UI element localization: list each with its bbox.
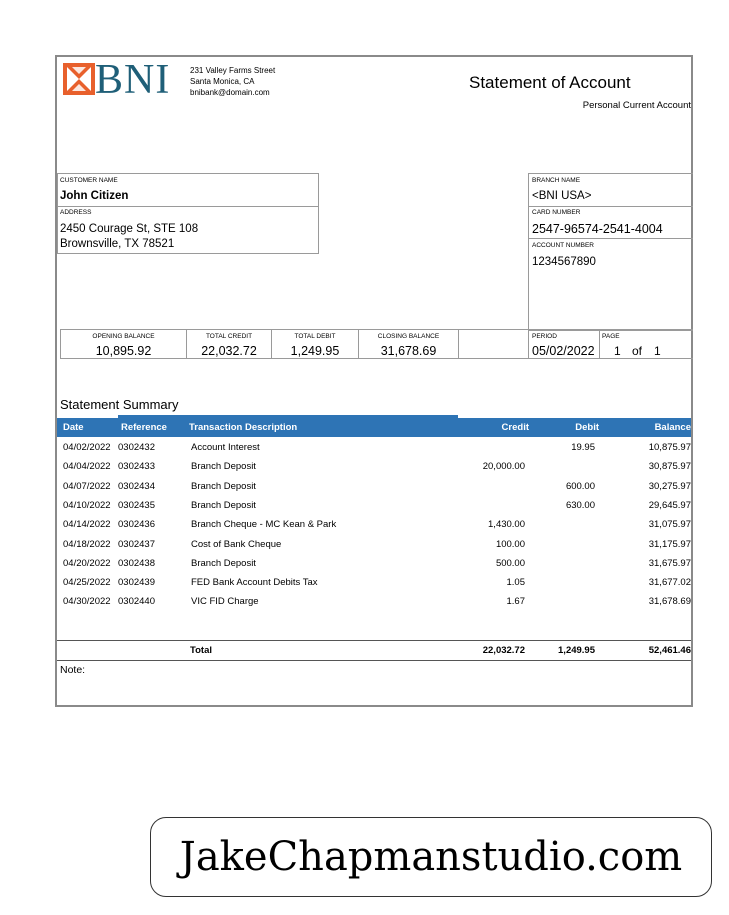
total-bottom-rule [57,660,691,661]
total-credit-box [186,329,272,359]
row-credit: 100.00 [495,538,525,550]
page-label: PAGE [602,333,620,340]
row-date: 04/18/2022 [63,538,111,550]
opening-balance-box [60,329,187,359]
page-number: 1 [614,344,621,358]
statement-frame [55,55,693,707]
row-credit: 1,430.00 [488,519,525,531]
row-date: 04/07/2022 [63,480,111,492]
bank-address-line2: Santa Monica, CA [190,77,255,86]
total-balance-sum: 52,461.46 [648,645,691,656]
row-date: 04/10/2022 [63,499,111,511]
row-reference: 0302439 [118,577,155,589]
row-balance: 31,678.69 [648,596,691,608]
table-row [57,575,691,594]
page-box [599,329,693,359]
branch-box [528,173,693,207]
row-description: Branch Deposit [191,480,256,492]
header-date: Date [63,422,84,433]
row-date: 04/02/2022 [63,442,111,453]
header-debit: Debit [575,422,599,433]
blank-total-box [458,329,529,359]
table-row [57,537,691,556]
row-description: Account Interest [191,442,260,453]
statement-subtitle: Personal Current Account [582,100,691,111]
table-row [57,459,691,478]
row-reference: 0302433 [118,461,155,473]
card-label: CARD NUMBER [532,209,581,216]
header-credit: Credit [501,422,529,433]
row-description: Branch Deposit [191,461,256,473]
row-date: 04/30/2022 [63,596,111,608]
row-balance: 30,275.97 [648,480,691,492]
summary-title: Statement Summary [60,397,179,412]
row-reference: 0302436 [118,519,155,531]
closing-balance-label: CLOSING BALANCE [377,333,440,340]
table-row [57,517,691,536]
customer-address-label: ADDRESS [60,209,92,216]
account-number: 1234567890 [532,256,596,268]
page-total: 1 [654,344,661,358]
row-description: Branch Deposit [191,557,256,569]
total-label: Total [190,645,212,656]
total-debit-label: TOTAL DEBIT [294,333,336,340]
watermark: JakeChapmanstudio.com [150,817,712,897]
row-balance: 31,175.97 [648,538,691,550]
customer-address-line2: Brownsville, TX 78521 [60,238,175,250]
bni-logo-icon [63,63,95,95]
row-reference: 0302434 [118,480,155,492]
branch-label: BRANCH NAME [532,177,581,184]
closing-balance: 31,678.69 [380,344,437,358]
row-credit: 1.05 [506,577,525,589]
bank-email: bnibank@domain.com [190,88,270,97]
row-reference: 0302437 [118,538,155,550]
row-balance: 31,675.97 [648,557,691,569]
customer-name: John Citizen [60,190,129,202]
bank-address [190,65,275,98]
closing-balance-box [358,329,459,359]
row-balance: 29,645.97 [648,499,691,511]
row-debit: 630.00 [565,499,595,511]
total-credit: 22,032.72 [201,344,257,358]
header-description: Transaction Description [189,422,298,433]
header-reference: Reference [121,422,167,433]
row-reference: 0302440 [118,596,155,608]
card-number: 2547-96574-2541-4004 [532,222,663,236]
table-row [57,556,691,575]
opening-balance: 10,895.92 [95,344,152,358]
row-description: Branch Deposit [191,499,256,511]
header-balance: Balance [654,422,691,433]
page-of: of [632,344,643,358]
total-debit: 1,249.95 [290,344,340,358]
period-label: PERIOD [532,333,557,340]
row-date: 04/20/2022 [63,557,111,569]
total-debit-box [271,329,359,359]
table-row [57,498,691,517]
period-value: 05/02/2022 [532,344,595,358]
statement-title: Statement of Account [469,73,631,92]
account-box [528,238,693,331]
row-reference: 0302432 [118,442,155,453]
row-date: 04/14/2022 [63,519,111,531]
row-balance: 30,875.97 [648,461,691,473]
card-box [528,206,693,239]
row-description: FED Bank Account Debits Tax [191,577,318,589]
row-date: 04/25/2022 [63,577,111,589]
branch-name: <BNI USA> [532,190,592,202]
total-credit-label: TOTAL CREDIT [205,333,253,340]
bank-address-line1: 231 Valley Farms Street [190,66,276,75]
row-reference: 0302438 [118,557,155,569]
row-credit: 500.00 [495,557,525,569]
row-debit: 19.95 [571,442,595,453]
row-reference: 0302435 [118,499,155,511]
period-box [528,329,600,359]
table-row [57,479,691,498]
table-row [57,440,691,459]
row-description: Branch Cheque - MC Kean & Park [191,519,337,531]
bank-logo-text: BNI [95,57,171,103]
account-label: ACCOUNT NUMBER [532,242,594,249]
row-date: 04/04/2022 [63,461,111,473]
note-label: Note: [60,664,86,676]
table-header [57,418,691,437]
customer-address-box [57,206,319,254]
customer-name-label: CUSTOMER NAME [60,177,118,184]
total-top-rule [57,640,691,641]
row-credit: 1.67 [506,596,525,608]
row-balance: 31,677.02 [648,577,691,589]
row-debit: 600.00 [565,480,595,492]
total-credit-sum: 22,032.72 [482,645,525,656]
row-balance: 10,875.97 [648,442,691,453]
row-balance: 31,075.97 [648,519,691,531]
table-row [57,594,691,613]
row-description: VIC FID Charge [191,596,259,608]
customer-address-line1: 2450 Courage St, STE 108 [60,223,199,235]
row-credit: 20,000.00 [482,461,525,473]
row-description: Cost of Bank Cheque [191,538,282,550]
opening-balance-label: OPENING BALANCE [92,333,155,340]
total-debit-sum: 1,249.95 [558,645,595,656]
customer-name-box [57,173,319,207]
